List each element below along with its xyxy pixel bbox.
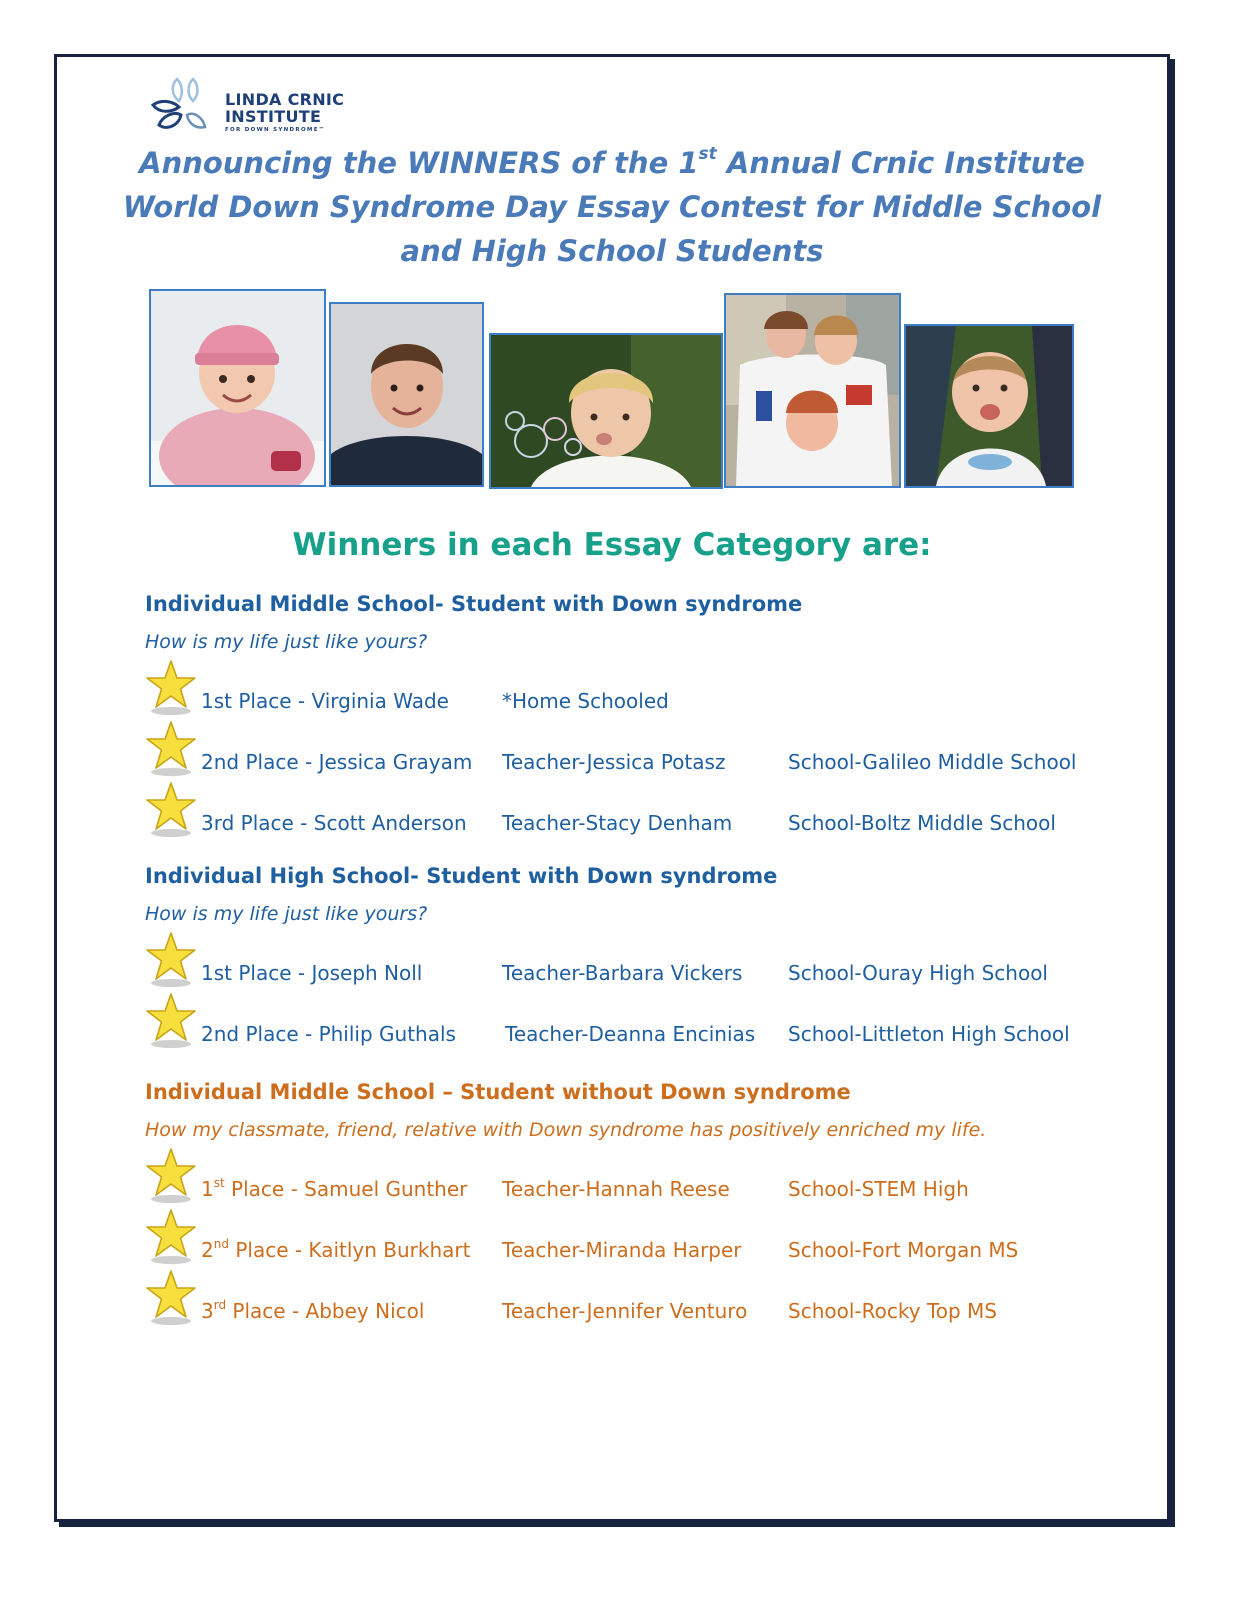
boy-blowing-bubbles-photo xyxy=(489,333,723,489)
section-1-prompt: How is my life just like yours? xyxy=(145,631,428,653)
star-icon xyxy=(145,781,197,839)
winner-school: School-Fort Morgan MS xyxy=(788,1238,1019,1262)
headline-line-1: Announcing the WINNERS of the 1st Annual Crnic Institute xyxy=(139,144,1085,180)
butterfly-logo-icon xyxy=(149,75,219,141)
winner-school: School-Ouray High School xyxy=(788,961,1048,985)
star-icon xyxy=(145,992,197,1050)
star-icon xyxy=(145,720,197,778)
winner-school: School-Rocky Top MS xyxy=(788,1299,997,1323)
winner-teacher: *Home Schooled xyxy=(502,689,669,713)
category-title: Winners in each Essay Category are: xyxy=(292,527,932,563)
winner-row xyxy=(145,1269,1125,1329)
winner-place: 1st Place - Virginia Wade xyxy=(201,689,449,713)
winner-row xyxy=(145,1147,1125,1207)
section-1-heading: Individual Middle School- Student with Down syndrome xyxy=(145,592,803,616)
section-3-heading: Individual Middle School – Student without Down syndrome xyxy=(145,1080,851,1104)
winner-teacher: Teacher-Stacy Denham xyxy=(502,811,733,835)
winner-row xyxy=(145,781,1125,841)
winner-school: School-Galileo Middle School xyxy=(788,750,1077,774)
star-icon xyxy=(145,931,197,989)
toddler-in-stroller-photo xyxy=(904,324,1074,488)
winner-teacher: Teacher-Hannah Reese xyxy=(502,1177,730,1201)
headline-line-3: and High School Students xyxy=(400,234,824,268)
institute-logo xyxy=(149,75,379,141)
winner-teacher: Teacher-Jennifer Venturo xyxy=(502,1299,748,1323)
star-icon xyxy=(145,659,197,717)
winner-school: School-Littleton High School xyxy=(788,1022,1070,1046)
winner-teacher: Teacher-Deanna Encinias xyxy=(505,1022,756,1046)
winner-row xyxy=(145,931,1125,991)
three-girls-in-tshirts-photo xyxy=(724,293,901,488)
page-headline xyxy=(57,141,1167,273)
winner-row xyxy=(145,992,1125,1052)
section-2-prompt: How is my life just like yours? xyxy=(145,903,428,925)
logo-line-2: INSTITUTE xyxy=(225,107,322,126)
logo-line-3: FOR DOWN SYNDROME™ xyxy=(225,127,326,133)
winner-row xyxy=(145,1208,1125,1268)
smiling-young-man-photo xyxy=(329,302,484,487)
winner-teacher: Teacher-Barbara Vickers xyxy=(502,961,743,985)
winner-place: 2nd Place - Kaitlyn Burkhart xyxy=(201,1237,471,1262)
winner-row xyxy=(145,720,1125,780)
star-icon xyxy=(145,1208,197,1266)
star-icon xyxy=(145,1147,197,1205)
star-icon xyxy=(145,1269,197,1327)
winner-teacher: Teacher-Miranda Harper xyxy=(502,1238,742,1262)
section-2-heading: Individual High School- Student with Down syndrome xyxy=(145,864,778,888)
winner-place: 2nd Place - Philip Guthals xyxy=(201,1022,456,1046)
winner-place: 1st Place - Joseph Noll xyxy=(201,961,423,985)
winner-teacher: Teacher-Jessica Potasz xyxy=(502,750,726,774)
winner-place: 3rd Place - Abbey Nicol xyxy=(201,1298,425,1323)
winner-school: School-STEM High xyxy=(788,1177,969,1201)
winner-place: 2nd Place - Jessica Grayam xyxy=(201,750,473,774)
winner-place: 1st Place - Samuel Gunther xyxy=(201,1176,468,1201)
headline-line-2: World Down Syndrome Day Essay Contest for Middle School xyxy=(122,190,1102,224)
winner-school: School-Boltz Middle School xyxy=(788,811,1056,835)
winner-row xyxy=(145,659,1125,719)
flyer-page xyxy=(54,54,1170,1522)
girl-in-pink-winter-coat-photo xyxy=(149,289,326,487)
winner-place: 3rd Place - Scott Anderson xyxy=(201,811,467,835)
section-3-prompt: How my classmate, friend, relative with Down syndrome has positively enriched my life. xyxy=(145,1119,987,1141)
logo-line-1: LINDA CRNIC xyxy=(225,90,345,109)
